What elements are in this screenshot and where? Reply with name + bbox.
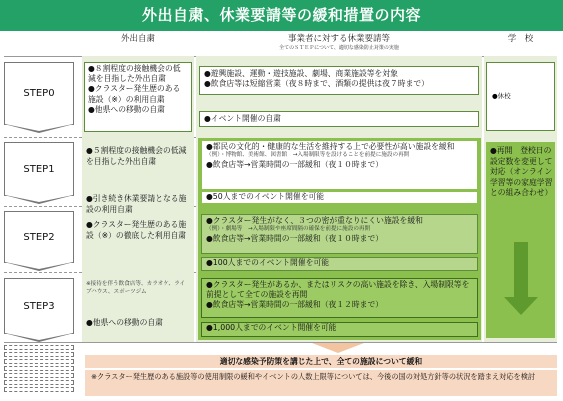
header-business <box>196 31 482 56</box>
page-title: 外出自粛、休業要請等の緩和措置の内容 <box>0 0 563 31</box>
header-school-label: 学 校 <box>507 34 534 44</box>
business-step2-box <box>201 214 478 254</box>
outing-item: ●他県への移動の自粛 <box>86 318 163 327</box>
header-business-sub: 全てのＳＴＥＰについて、適切な感染防止対策の実施 <box>279 45 399 51</box>
business-step1-event-box <box>201 191 478 204</box>
footer-note: ※クラスター発生歴のある施設等の使用制限の緩和やイベントの人数上限等については、今後の国の対処方針等の状況を踏まえ対応を検討 <box>85 370 557 396</box>
school-reopen-box <box>486 142 555 338</box>
business-item: ●クラスター発生があるか、またはリスクの高い施設を除き、入場制限等を前提として全ての施設を再開 <box>206 280 470 300</box>
dashed-marker <box>4 359 74 364</box>
business-item-example: （例）・劇場等 →入場制限や座席間隔の確保を前提に施設の再開 <box>206 226 371 233</box>
business-item: ●イベント開催の自粛 <box>204 114 281 123</box>
outing-note: ※接待を伴う飲食店等、カラオケ、ライブハウス、スポーツジム <box>86 281 186 295</box>
header-outing <box>82 31 194 56</box>
step-label <box>4 211 74 263</box>
step-label-text: STEP0 <box>23 88 55 99</box>
business-item: ●50人までのイベント開催を可能 <box>206 192 325 201</box>
header-outing-label: 外出自粛 <box>120 34 155 44</box>
outing-item: ●他県への移動の自粛 <box>88 104 165 114</box>
down-arrow-icon <box>312 343 364 353</box>
step-label-text: STEP2 <box>23 231 55 243</box>
dashed-marker <box>4 352 74 357</box>
business-step0-box <box>199 66 479 95</box>
school-reopen-text: ●再開 登校日の設定数を変更して対応（オンライン学習等の家庭学習との組み合わせ） <box>490 146 553 197</box>
business-step1-box <box>201 140 478 190</box>
business-step2-event-box <box>201 257 478 271</box>
school-step0-box <box>486 62 555 131</box>
business-step3-event-box <box>201 322 478 337</box>
business-item: ●飲食店等→営業時間の一部緩和（夜１０時まで） <box>206 159 384 169</box>
outing-item: ●引き続き休業要請となる施設の利用自粛 <box>86 194 187 214</box>
business-item: ●1,000人までのイベント開催を可能 <box>206 323 337 332</box>
outing-item: ●５割程度の接触機会の低減を目指した外出自粛 <box>86 146 187 166</box>
business-item: ●100人までのイベント開催を可能 <box>206 258 330 267</box>
step-label <box>4 278 74 334</box>
header-business-label: 事業者に対する休業要請等 <box>287 34 390 44</box>
outing-step3 <box>86 318 190 329</box>
outing-item: ●クラスター発生歴のある施設（※）の利用自粛 <box>88 84 181 104</box>
business-step0-event-box <box>199 111 479 127</box>
dashed-marker <box>4 366 74 371</box>
business-item: ●遊興施設、運動・遊技施設、劇場、商業施設等を対象 <box>204 69 398 78</box>
dashed-marker <box>4 380 74 385</box>
header-school <box>484 31 557 56</box>
business-item: ●飲食店等は短縮営業（夜８時まで、酒類の提供は夜７時まで） <box>204 79 429 89</box>
business-step3-box <box>201 278 478 318</box>
business-item: ●クラスター発生がなく、３つの密が重なりにくい施設を緩和 <box>206 216 423 225</box>
down-arrow-icon <box>514 242 528 300</box>
footer-main: 適切な感染予防策を講じた上で、全ての施設について緩和 <box>85 355 557 368</box>
down-arrow-icon <box>504 297 538 315</box>
dashed-marker <box>4 373 74 378</box>
outing-step1 <box>86 146 190 167</box>
outing-item: ●クラスター発生歴のある施設（※）の徹底した利用自粛 <box>86 220 187 240</box>
step-label-text: STEP3 <box>23 300 55 312</box>
dashed-marker <box>4 345 74 350</box>
step-label-text: STEP1 <box>23 163 55 175</box>
outing-step2 <box>86 194 190 241</box>
business-item-example: （例）・博物館、美術館、図書館 →入場制限等を設けることを前提に施設の再開 <box>206 152 410 159</box>
divider <box>4 342 557 343</box>
dashed-marker <box>4 387 74 392</box>
step-label <box>4 62 74 125</box>
business-item: ●都民の文化的・健康的な生活を維持する上で必要性が高い施設を緩和 <box>206 142 455 151</box>
step-label <box>4 142 74 196</box>
business-item: ●飲食店等→営業時間の一部緩和（夜１０時まで） <box>206 233 384 243</box>
outing-item: ●８割程度の接触機会の低減を目指した外出自粛 <box>88 64 181 84</box>
business-item: ●飲食店等→営業時間の一部緩和（夜１２時まで） <box>206 300 384 310</box>
school-item: ●休校 <box>492 92 511 100</box>
outing-step0-box <box>84 62 192 132</box>
